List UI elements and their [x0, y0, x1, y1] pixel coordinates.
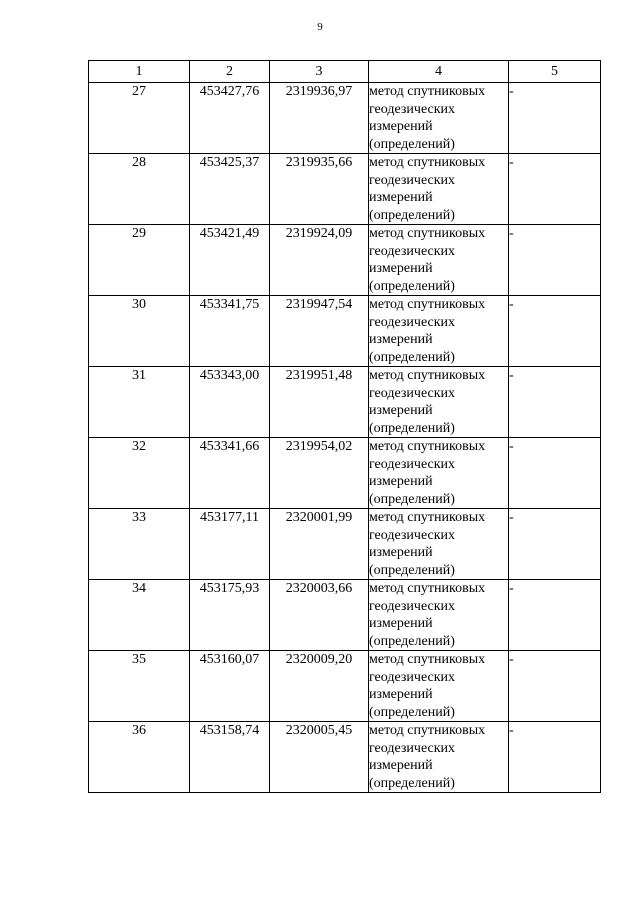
coord-y: 2320003,66 — [270, 580, 369, 651]
coord-y: 2320001,99 — [270, 509, 369, 580]
method-line: метод спутниковых — [369, 581, 486, 596]
method-line: (определений) — [369, 704, 455, 720]
table-row — [89, 225, 601, 296]
method-line: метод спутниковых — [369, 297, 486, 312]
note-cell: - — [509, 83, 601, 154]
method-line: измерений — [369, 545, 433, 560]
coord-y: 2319936,97 — [270, 83, 369, 154]
method-line: измерений — [369, 687, 433, 702]
method-line: геодезических — [369, 669, 456, 685]
method-line: измерений — [369, 190, 433, 205]
table-row — [89, 722, 601, 793]
coord-x: 453175,93 — [190, 580, 270, 651]
header-col-1: 1 — [89, 61, 190, 83]
method-cell — [369, 651, 509, 722]
method-cell — [369, 580, 509, 651]
table-row — [89, 651, 601, 722]
note-cell: - — [509, 296, 601, 367]
coord-x: 453343,00 — [190, 367, 270, 438]
coord-y: 2319951,48 — [270, 367, 369, 438]
note-cell: - — [509, 225, 601, 296]
coord-x: 453427,76 — [190, 83, 270, 154]
coord-x: 453425,37 — [190, 154, 270, 225]
coord-y: 2319947,54 — [270, 296, 369, 367]
note-cell: - — [509, 722, 601, 793]
method-cell — [369, 722, 509, 793]
method-line: (определений) — [369, 420, 455, 436]
method-line: геодезических — [369, 740, 456, 756]
method-line: измерений — [369, 403, 433, 418]
point-number: 31 — [89, 367, 190, 438]
point-number: 29 — [89, 225, 190, 296]
coord-x: 453341,75 — [190, 296, 270, 367]
point-number: 30 — [89, 296, 190, 367]
note-cell: - — [509, 509, 601, 580]
method-cell — [369, 438, 509, 509]
note-cell: - — [509, 367, 601, 438]
note-cell: - — [509, 438, 601, 509]
method-cell — [369, 154, 509, 225]
method-line: метод спутниковых — [369, 723, 486, 738]
method-line: измерений — [369, 261, 433, 276]
coord-x: 453158,74 — [190, 722, 270, 793]
method-line: измерений — [369, 616, 433, 631]
method-line: измерений — [369, 474, 433, 489]
table-row — [89, 154, 601, 225]
table-row — [89, 509, 601, 580]
coordinates-table — [88, 60, 601, 793]
method-line: метод спутниковых — [369, 510, 486, 525]
table-row — [89, 580, 601, 651]
method-line: геодезических — [369, 456, 456, 472]
header-col-2: 2 — [190, 61, 270, 83]
point-number: 35 — [89, 651, 190, 722]
header-col-3: 3 — [270, 61, 369, 83]
point-number: 28 — [89, 154, 190, 225]
header-col-5: 5 — [509, 61, 601, 83]
method-line: (определений) — [369, 349, 455, 365]
method-line: измерений — [369, 758, 433, 773]
method-line: (определений) — [369, 207, 455, 223]
coord-x: 453341,66 — [190, 438, 270, 509]
method-line: геодезических — [369, 598, 456, 614]
method-line: геодезических — [369, 243, 456, 259]
note-cell: - — [509, 154, 601, 225]
method-line: (определений) — [369, 278, 455, 294]
page-number: 9 — [317, 21, 323, 33]
header-col-4: 4 — [369, 61, 509, 83]
method-line: метод спутниковых — [369, 226, 486, 241]
method-cell — [369, 367, 509, 438]
table-row — [89, 438, 601, 509]
note-cell: - — [509, 580, 601, 651]
method-line: измерений — [369, 332, 433, 347]
method-line: геодезических — [369, 385, 456, 401]
coord-x: 453421,49 — [190, 225, 270, 296]
method-line: геодезических — [369, 314, 456, 330]
point-number: 27 — [89, 83, 190, 154]
method-line: геодезических — [369, 101, 456, 117]
coord-x: 453177,11 — [190, 509, 270, 580]
method-cell — [369, 509, 509, 580]
header-row — [89, 61, 601, 83]
point-number: 32 — [89, 438, 190, 509]
method-line: (определений) — [369, 775, 455, 791]
note-cell: - — [509, 651, 601, 722]
table-row — [89, 367, 601, 438]
method-line: метод спутниковых — [369, 439, 486, 454]
method-line: геодезических — [369, 527, 456, 543]
coord-y: 2320009,20 — [270, 651, 369, 722]
coord-y: 2319935,66 — [270, 154, 369, 225]
method-line: метод спутниковых — [369, 155, 486, 170]
method-cell — [369, 296, 509, 367]
method-line: (определений) — [369, 633, 455, 649]
point-number: 33 — [89, 509, 190, 580]
coord-y: 2320005,45 — [270, 722, 369, 793]
method-line: геодезических — [369, 172, 456, 188]
method-line: метод спутниковых — [369, 368, 486, 383]
coord-x: 453160,07 — [190, 651, 270, 722]
method-line: (определений) — [369, 136, 455, 152]
method-cell — [369, 83, 509, 154]
method-line: метод спутниковых — [369, 84, 486, 99]
point-number: 34 — [89, 580, 190, 651]
table-body — [89, 83, 601, 793]
method-line: (определений) — [369, 491, 455, 507]
point-number: 36 — [89, 722, 190, 793]
method-line: измерений — [369, 119, 433, 134]
method-cell — [369, 225, 509, 296]
table-row — [89, 83, 601, 154]
coord-y: 2319924,09 — [270, 225, 369, 296]
method-line: метод спутниковых — [369, 652, 486, 667]
method-line: (определений) — [369, 562, 455, 578]
coord-y: 2319954,02 — [270, 438, 369, 509]
table-row — [89, 296, 601, 367]
